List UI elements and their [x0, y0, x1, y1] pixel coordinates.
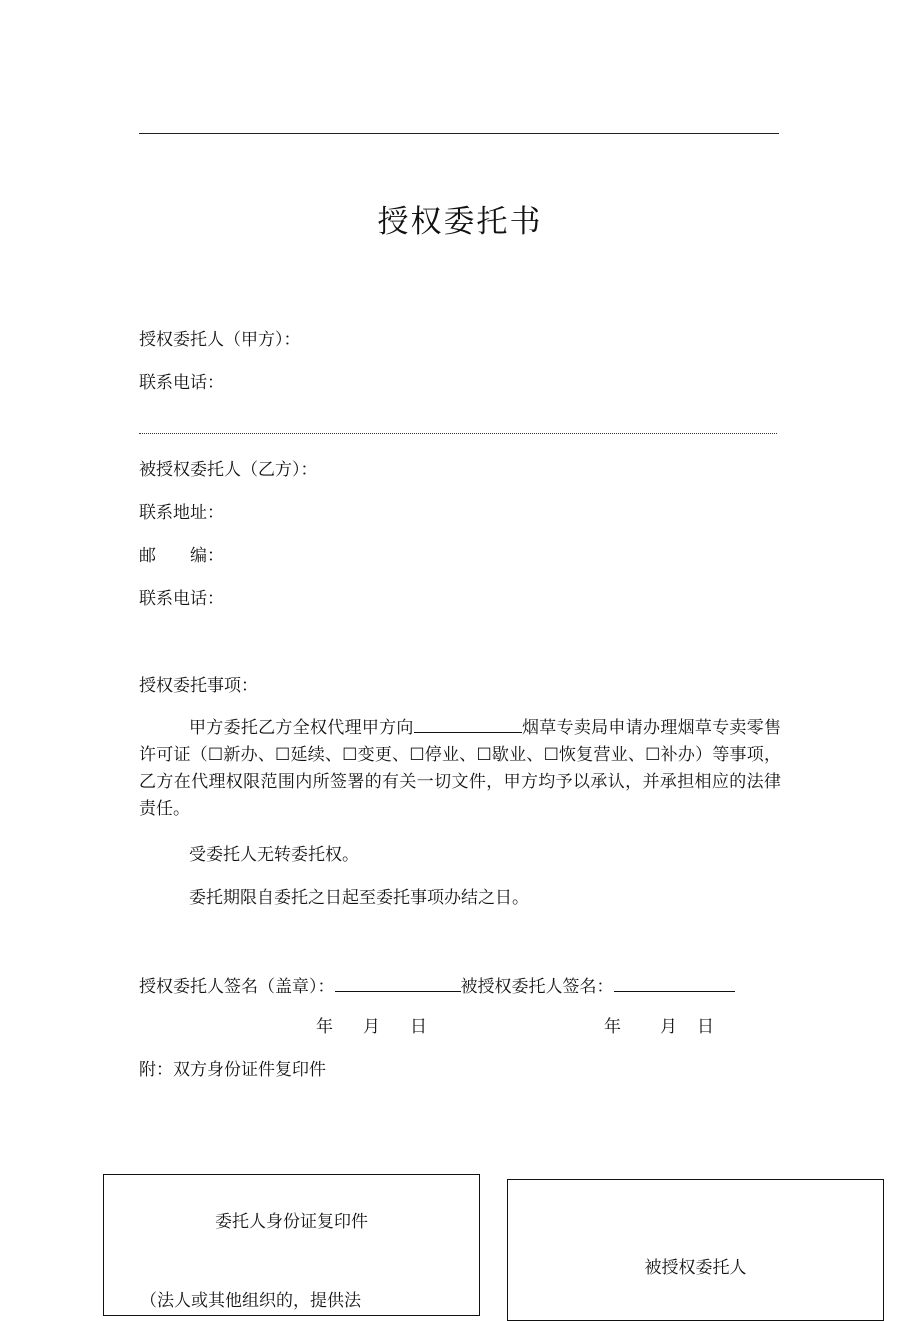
party-a-label: 授权委托人（甲方）： [139, 330, 301, 350]
no-subdelegation-text: 受委托人无转委托权。 [189, 845, 359, 865]
party-b-month: 月 [660, 1017, 677, 1037]
matters-text-after-blank: 烟草专卖局申请办理烟草专卖零售许可证（☐新办、☐延续、☐变更、☐停业、☐歇业、☐恢复营业、☐补办）等事项，乙方在代理权限范围内所签署的有关一切文件，甲方均予以承认，并承担相应的法律责任。 [139, 718, 782, 819]
tobacco-bureau-blank [414, 714, 522, 733]
header-rule [139, 133, 779, 134]
party-b-day: 日 [697, 1017, 714, 1037]
party-a-phone-label: 联系电话： [139, 373, 224, 393]
party-a-signature-blank [335, 973, 461, 992]
matters-paragraph [139, 714, 781, 823]
party-a-year: 年 [316, 1017, 333, 1037]
attachment-note: 附：双方身份证件复印件 [139, 1060, 326, 1080]
party-a-day: 日 [410, 1017, 427, 1037]
agent-id-copy-title: 被授权委托人 [644, 1258, 747, 1278]
party-b-label: 被授权委托人（乙方）： [139, 460, 318, 480]
matters-text-before-blank: 甲方委托乙方全权代理甲方向 [189, 718, 414, 738]
party-b-year: 年 [604, 1017, 621, 1037]
document-title: 授权委托书 [377, 204, 543, 240]
agent-id-copy-box [507, 1179, 884, 1321]
party-b-postcode-label: 邮 编： [139, 546, 224, 566]
party-b-address-label: 联系地址： [139, 503, 224, 523]
party-a-month: 月 [363, 1017, 380, 1037]
signature-line [139, 973, 735, 998]
dotted-separator [139, 433, 777, 434]
party-b-phone-label: 联系电话： [139, 589, 224, 609]
principal-id-copy-box [103, 1174, 480, 1316]
principal-id-copy-note: （法人或其他组织的，提供法 [140, 1291, 361, 1311]
matters-heading: 授权委托事项： [139, 676, 258, 696]
party-b-signature-blank [614, 973, 735, 992]
party-b-signature-label: 被授权委托人签名： [460, 977, 614, 997]
party-a-signature-label: 授权委托人签名（盖章）： [139, 977, 335, 997]
principal-id-copy-title: 委托人身份证复印件 [215, 1212, 368, 1232]
term-text: 委托期限自委托之日起至委托事项办结之日。 [189, 888, 529, 908]
